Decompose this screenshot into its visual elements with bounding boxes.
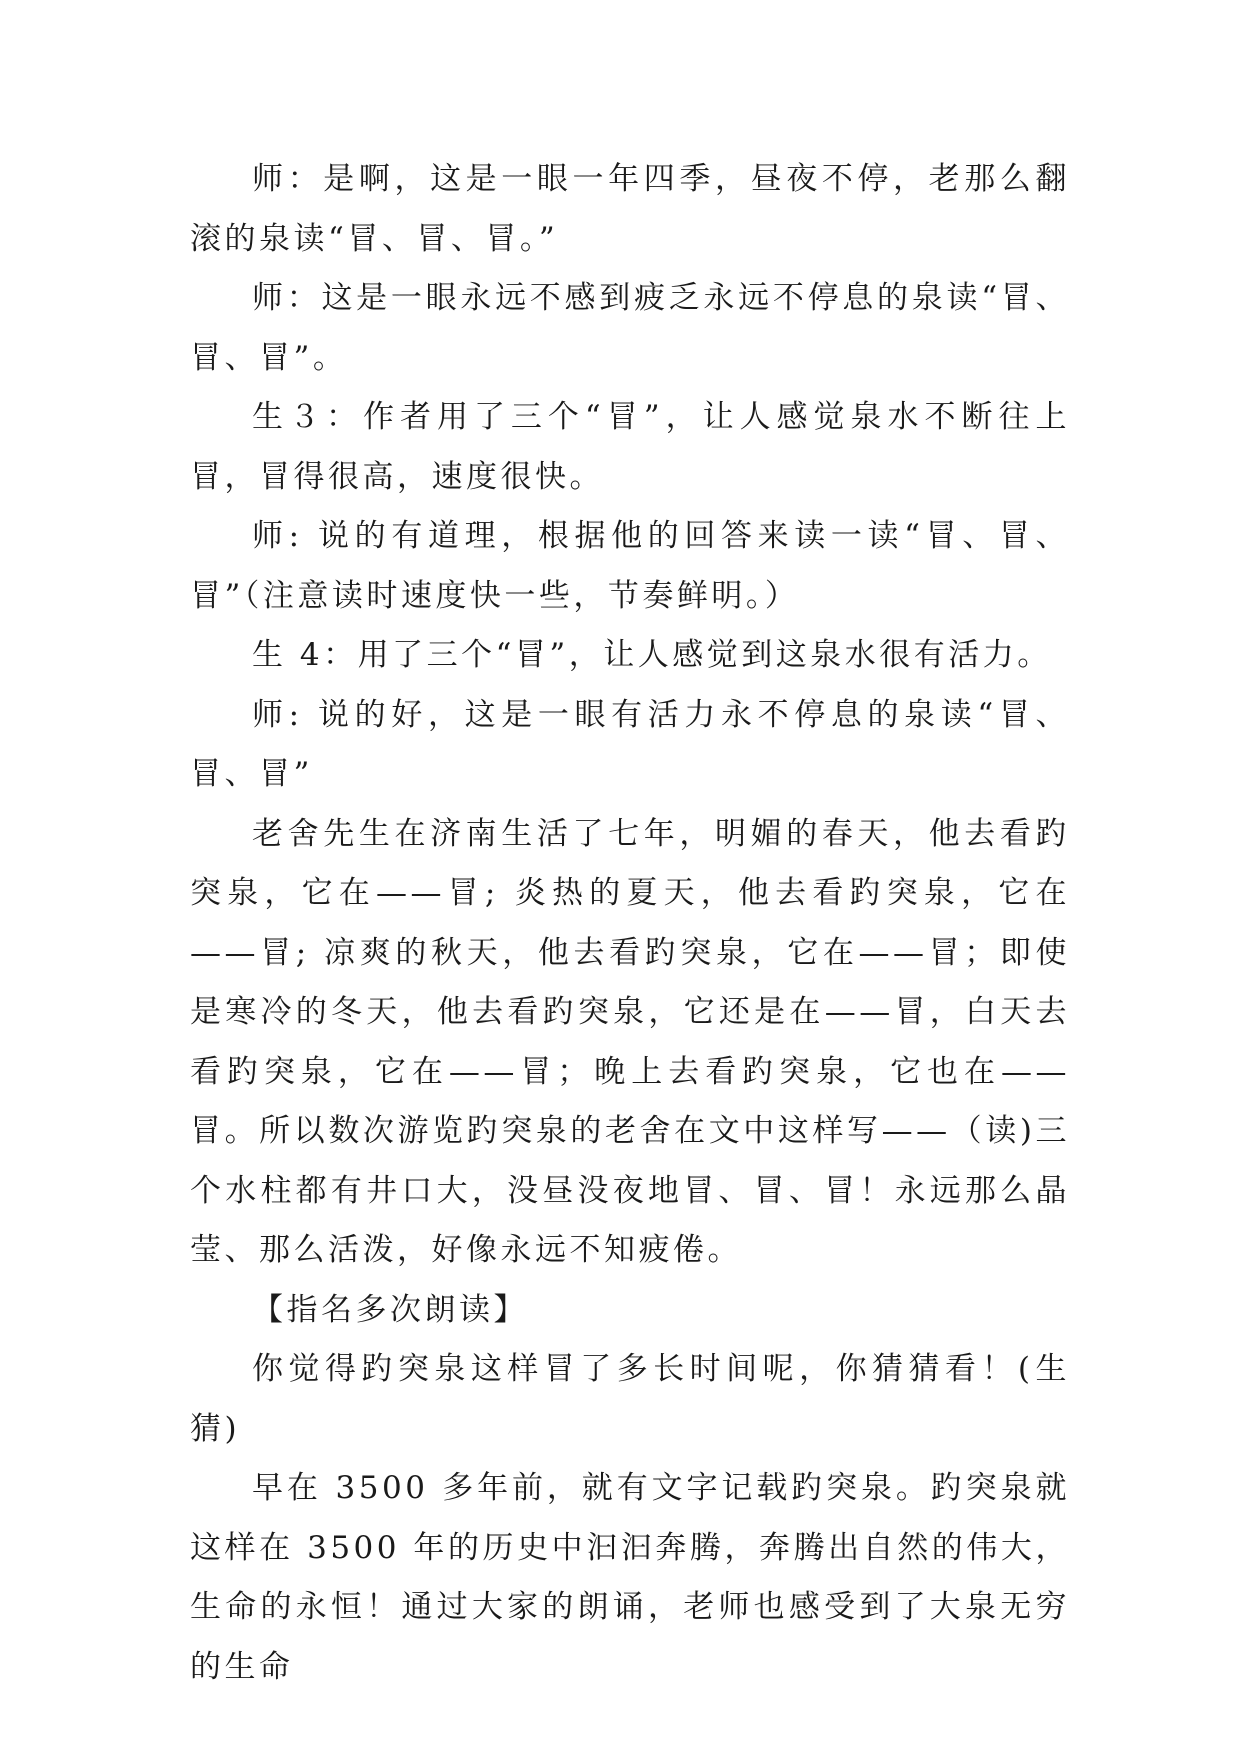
paragraph-history: 早在 3500 多年前，就有文字记载趵突泉。趵突泉就这样在 3500 年的历史中汩汩奔腾，奔腾出自然的伟大，生命的永恒！通过大家的朗诵，老师也感受到了大泉无穷的生命	[190, 1470, 1070, 1685]
document-body	[190, 150, 1070, 1697]
paragraph-teacher-2: 师：这是一眼永远不感到疲乏永远不停息的泉读“冒、冒、冒”。	[190, 280, 1070, 376]
paragraph-student-4: 生 4：用了三个“冒”，让人感觉到这泉水很有活力。	[252, 637, 1052, 673]
paragraph-reading-note: 【指名多次朗读】	[252, 1291, 528, 1328]
paragraph-laoshe: 老舍先生在济南生活了七年，明媚的春天，他去看趵突泉，它在——冒; 炎热的夏天，他去看趵突泉，它在——冒; 凉爽的秋天，他去看趵突泉，它在——冒；即使是寒冷的冬天，他去看趵突泉，它还是在——冒，白天去看趵突泉，它在——冒；晚上去看趵突泉，它也在——冒。所以数次游览趵突泉的老舍在文中这样写——（读)三个水柱都有井口大，没昼没夜地冒、冒、冒！永远那么晶莹、那么活泼，好像永远不知疲倦。	[190, 815, 1070, 1268]
paragraph-teacher-1: 师：是啊，这是一眼一年四季，昼夜不停，老那么翻滚的泉读“冒、冒、冒。”	[190, 161, 1070, 257]
paragraph-teacher-4: 师: 说的好，这是一眼有活力永不停息的泉读“冒、冒、冒”	[190, 696, 1070, 792]
paragraph-student-3: 生３：作者用了三个“冒”，让人感觉泉水不断往上冒，冒得很高，速度很快。	[190, 399, 1070, 495]
paragraph-teacher-3: 师: 说的有道理，根据他的回答来读一读“冒、冒、冒”（注意读时速度快一些，节奏鲜明。）	[190, 518, 1070, 614]
paragraph-guess: 你觉得趵突泉这样冒了多长时间呢，你猜猜看！(生猜)	[190, 1351, 1070, 1447]
